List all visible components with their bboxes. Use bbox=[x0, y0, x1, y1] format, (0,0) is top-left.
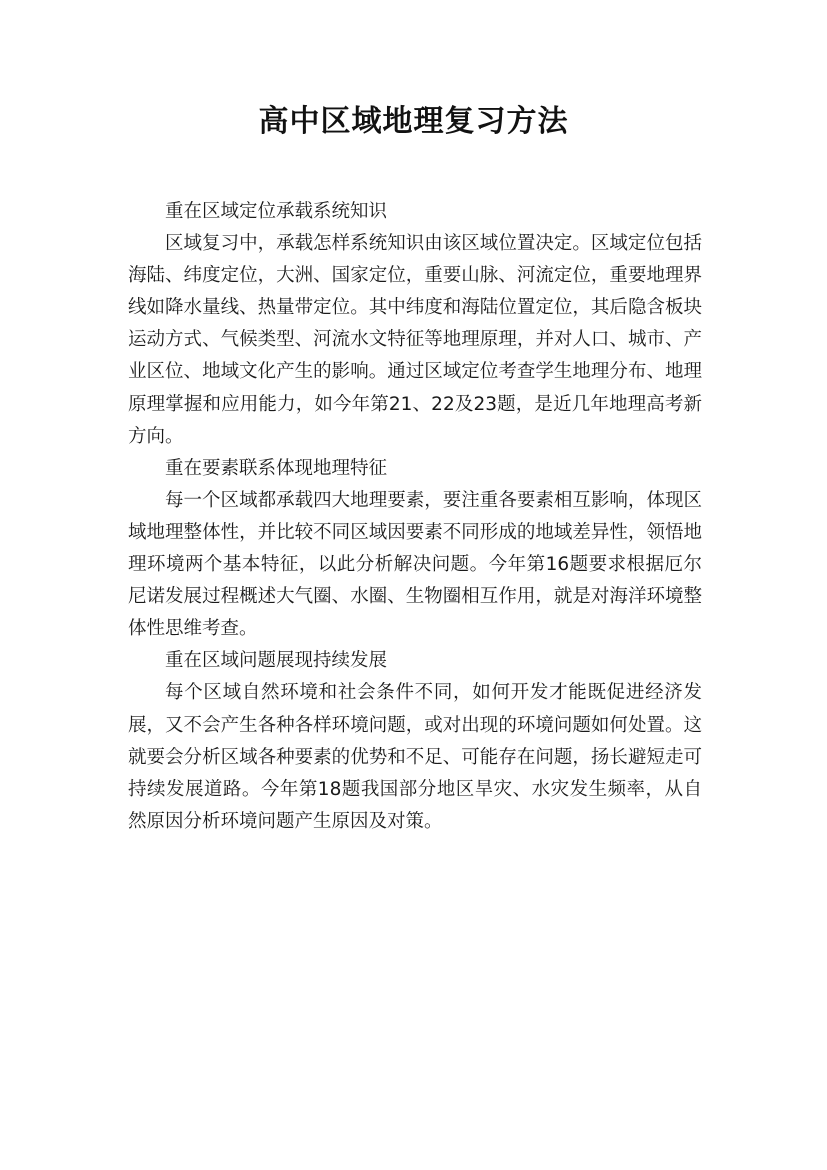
document-title: 高中区域地理复习方法 bbox=[258, 104, 569, 139]
document-body bbox=[128, 196, 702, 838]
section-paragraph: 每个区域自然环境和社会条件不同，如何开发才能既促进经济发展，又不会产生各种各样环境问题，或对出现的环境问题如何处置。这就要会分析区域各种要素的优势和不足、可能存在问题，扬长避短走可持续发展道路。今年第18题我国部分地区旱灾、水灾发生频率，从自然原因分析环境问题产生原因及对策。 bbox=[128, 682, 702, 832]
section-paragraph: 每一个区域都承载四大地理要素，要注重各要素相互影响，体现区域地理整体性，并比较不同区域因要素不同形成的地域差异性，领悟地理环境两个基本特征，以此分析解决问题。今年第16题要求根据厄尔尼诺发展过程概述大气圈、水圈、生物圈相互作用，就是对海洋环境整体性思维考查。 bbox=[128, 489, 702, 640]
section-heading: 重在区域问题展现持续发展 bbox=[165, 650, 388, 672]
section-paragraph: 区域复习中，承载怎样系统知识由该区域位置决定。区域定位包括海陆、纬度定位，大洲、国家定位，重要山脉、河流定位，重要地理界线如降水量线、热量带定位。其中纬度和海陆位置定位，其后隐含板块运动方式、气候类型、河流水文特征等地理原理，并对人口、城市、产业区位、地域文化产生的影响。通过区域定位考查学生地理分布、地理原理掌握和应用能力，如今年第21、22及23题，是近几年地理高考新方向。 bbox=[128, 233, 702, 447]
section-heading: 重在区域定位承载系统知识 bbox=[165, 201, 388, 222]
section-heading: 重在要素联系体现地理特征 bbox=[165, 457, 388, 479]
